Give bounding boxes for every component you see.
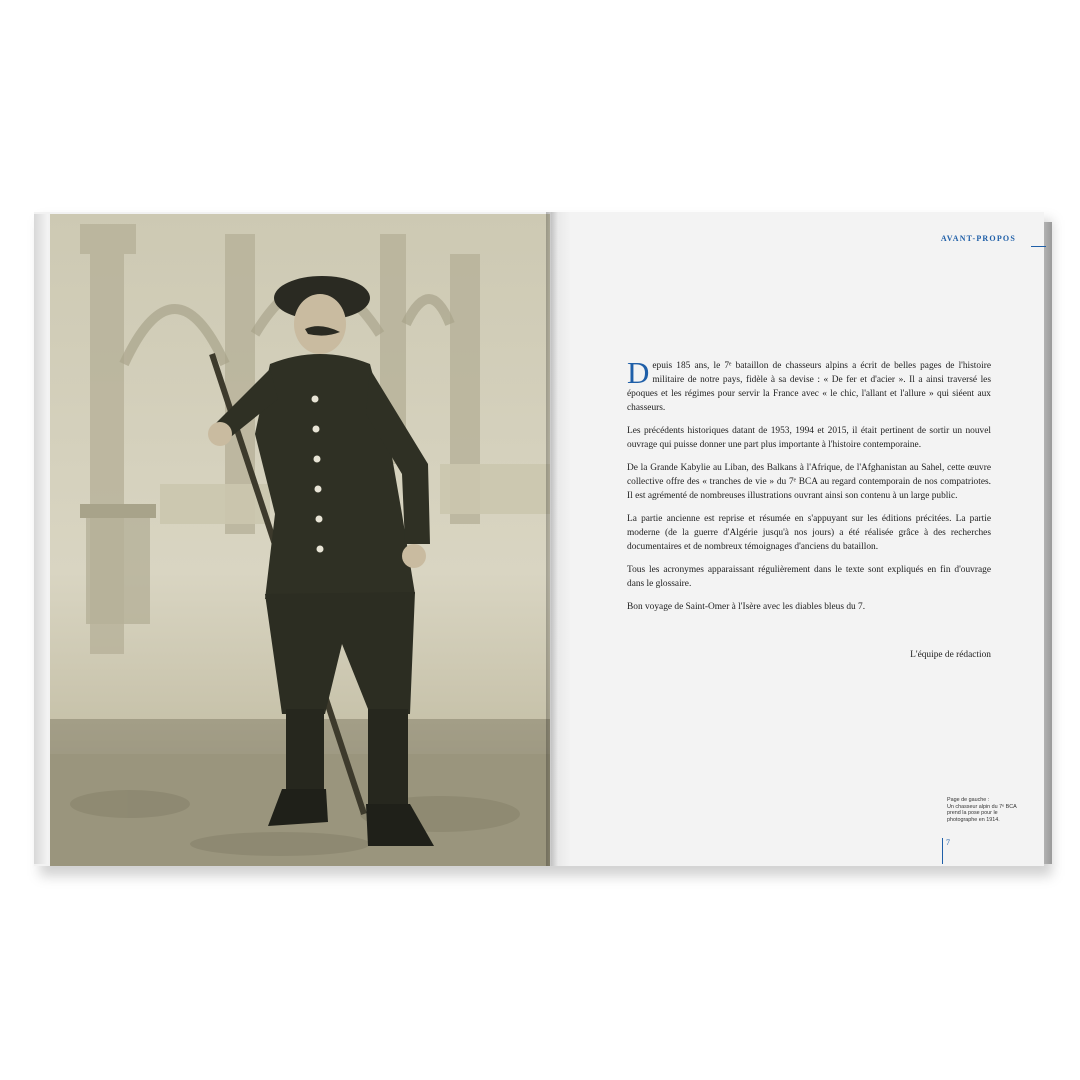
book-spine-shadow: [546, 212, 558, 866]
paragraph-1: [627, 355, 991, 415]
right-page: [551, 212, 1044, 866]
left-page: [34, 212, 551, 866]
paragraph-5: Tous les acronymes apparaissant régulièrement dans le texte sont expliqués en fin d'ouvrage dans le glossaire.: [627, 565, 991, 589]
left-page-edge: [34, 214, 48, 864]
soldier-portrait-illustration: [50, 214, 550, 866]
running-head: AVANT-PROPOS: [940, 234, 1016, 243]
photo-caption: [947, 797, 1027, 823]
drop-cap: D: [627, 355, 650, 390]
paragraph-4: La partie ancienne est reprise et résumée en s'appuyant sur les éditions précitées. La partie moderne (de la guerre d'Algérie jusqu'à nos jours) a été réalisée grâce à des recherches documentaires et de nombreux témoignages d'anciens du bataillon.: [627, 514, 991, 552]
caption-text: Un chasseur alpin du 7ᵉ BCA prend la pose pour le photographe en 1914.: [947, 803, 1017, 823]
foreword-text: [627, 355, 991, 623]
folio-rule: [942, 838, 943, 864]
paragraph-1-text: epuis 185 ans, le 7ᵉ bataillon de chasseurs alpins a écrit de belles pages de l'histoire militaire de notre pays, fidèle à sa devise : « De fer et d'acier ». Il a ainsi traversé les époques et les régimes pour servir la France avec « le chic, l'allant et l'allure » qui siéent aux chasseurs.: [627, 361, 991, 413]
signature: L'équipe de rédaction: [910, 650, 991, 660]
paragraph-6: Bon voyage de Saint-Omer à l'Isère avec les diables bleus du 7.: [627, 602, 866, 612]
paragraph-3: De la Grande Kabylie au Liban, des Balkans à l'Afrique, de l'Afghanistan au Sahel, cette œuvre collective offre des « tranches de vie » du 7ᵉ BCA au regard contemporain de nos compatriotes. Il est agrémenté de nombreuses illustrations ouvrant ainsi son contenu à un large public.: [627, 463, 991, 501]
open-book: [34, 212, 1050, 872]
paragraph-2: Les précédents historiques datant de 1953, 1994 et 2015, il était pertinent de sortir un nouvel ouvrage qui puisse donner une part plus importante à l'histoire contemporaine.: [627, 426, 991, 450]
running-head-rule: [1031, 246, 1046, 247]
sepia-photograph: [50, 214, 550, 866]
caption-heading: Page de gauche :: [947, 797, 990, 803]
page-number: 7: [946, 838, 950, 847]
